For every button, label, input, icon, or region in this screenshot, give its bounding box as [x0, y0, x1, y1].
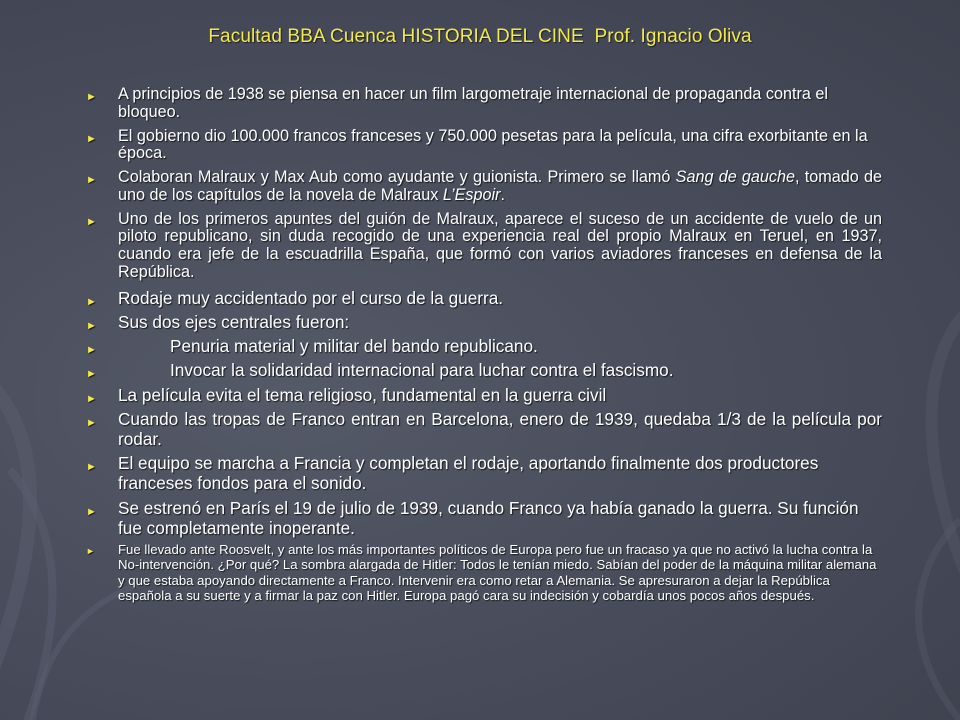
- novel-title-lespoir: L’Espoir: [442, 185, 501, 204]
- triangle-right-icon: ►: [86, 344, 97, 357]
- triangle-right-icon: ►: [86, 132, 97, 145]
- bullet-text: Rodaje muy accidentado por el curso de la guerra.: [118, 287, 504, 308]
- triangle-right-icon: ►: [86, 416, 97, 429]
- list-item: [86, 498, 882, 538]
- list-item: [86, 336, 882, 356]
- triangle-right-icon: ►: [86, 91, 97, 103]
- bullet-text: Cuando las tropas de Franco entran en Barcelona, enero de 1939, quedaba 1/3 de la película por rodar.: [118, 408, 882, 449]
- list-item: [86, 453, 882, 493]
- triangle-right-icon: ►: [86, 319, 97, 332]
- list-item: [86, 409, 882, 449]
- list-item: [86, 312, 882, 332]
- triangle-right-icon: ►: [86, 545, 95, 556]
- triangle-right-icon: ►: [86, 392, 97, 405]
- list-item: [86, 385, 882, 405]
- bullet-list: [86, 86, 882, 604]
- list-item: [86, 288, 882, 308]
- bullet-text: El equipo se marcha a Francia y completan el rodaje, aportando finalmente dos productores franceses fondos para el sonido.: [118, 453, 819, 494]
- bullet-text: Uno de los primeros apuntes del guión de Malraux, aparece el suceso de un accidente de vuelo de un piloto republicano, sin duda recogido de una experiencia real del propio Malraux en Teruel, en 1937, cuando era jefe de la escuadrilla España, que formó con varios aviadores franceses en defensa de la República.: [118, 209, 882, 281]
- triangle-right-icon: ►: [86, 174, 97, 187]
- bullet-text-part: .: [500, 185, 505, 204]
- triangle-right-icon: ►: [86, 368, 97, 381]
- bullet-text: Sus dos ejes centrales fueron:: [118, 311, 350, 332]
- bullet-text: Se estrenó en París el 19 de julio de 1939, cuando Franco ya había ganado la guerra. Su función fue completamente inoperante.: [118, 497, 859, 538]
- bullet-text: A principios de 1938 se piensa en hacer un film largometraje internacional de propaganda contra el bloqueo.: [118, 85, 829, 121]
- triangle-right-icon: ►: [86, 215, 97, 228]
- bullet-text-part: , tomado de uno de los capítulos de la novela de Malraux: [118, 168, 883, 204]
- list-item: [86, 360, 882, 380]
- list-item: [86, 128, 882, 163]
- bullet-text: Invocar la solidaridad internacional para luchar contra el fascismo.: [170, 360, 674, 381]
- list-item: [86, 86, 882, 121]
- bullet-text: El gobierno dio 100.000 francos franceses y 750.000 pesetas para la película, una cifra exorbitante en la época.: [118, 126, 868, 163]
- list-item: [86, 169, 882, 204]
- triangle-right-icon: ►: [86, 461, 97, 474]
- bullet-text: Penuria material y militar del bando republicano.: [170, 336, 538, 357]
- bullet-text: Fue llevado ante Roosvelt, y ante los más importantes políticos de Europa pero fue un fracaso ya que no activó la lucha contra la No-intervención. ¿Por qué? La sombra alargada de Hitler: Todos le tenían miedo. Sabían del poder de la máquina militar alemana y que estaba apoyando directamente a Franco. Intervenir era como retar a Alemania. Se apresuraron a dejar la República española a su suerte y a firmar la paz con Hitler. Europa pagó cara su indecisión y cobardía unos pocos años después.: [118, 541, 877, 604]
- bullet-text-part: Colaboran Malraux y Max Aub como ayudante y guionista. Primero se llamó: [118, 168, 676, 187]
- list-item: [86, 211, 882, 281]
- bullet-text: [118, 169, 882, 204]
- film-title-sang-de-gauche: Sang de gauche: [675, 168, 796, 187]
- page-title: Facultad BBA Cuenca HISTORIA DEL CINE Prof. Ignacio Oliva: [208, 26, 752, 47]
- list-item: [86, 542, 882, 604]
- background-swoosh-right: [919, 300, 960, 720]
- triangle-right-icon: ►: [86, 295, 97, 308]
- triangle-right-icon: ►: [86, 505, 97, 518]
- bullet-text: La película evita el tema religioso, fundamental en la guerra civil: [118, 384, 607, 405]
